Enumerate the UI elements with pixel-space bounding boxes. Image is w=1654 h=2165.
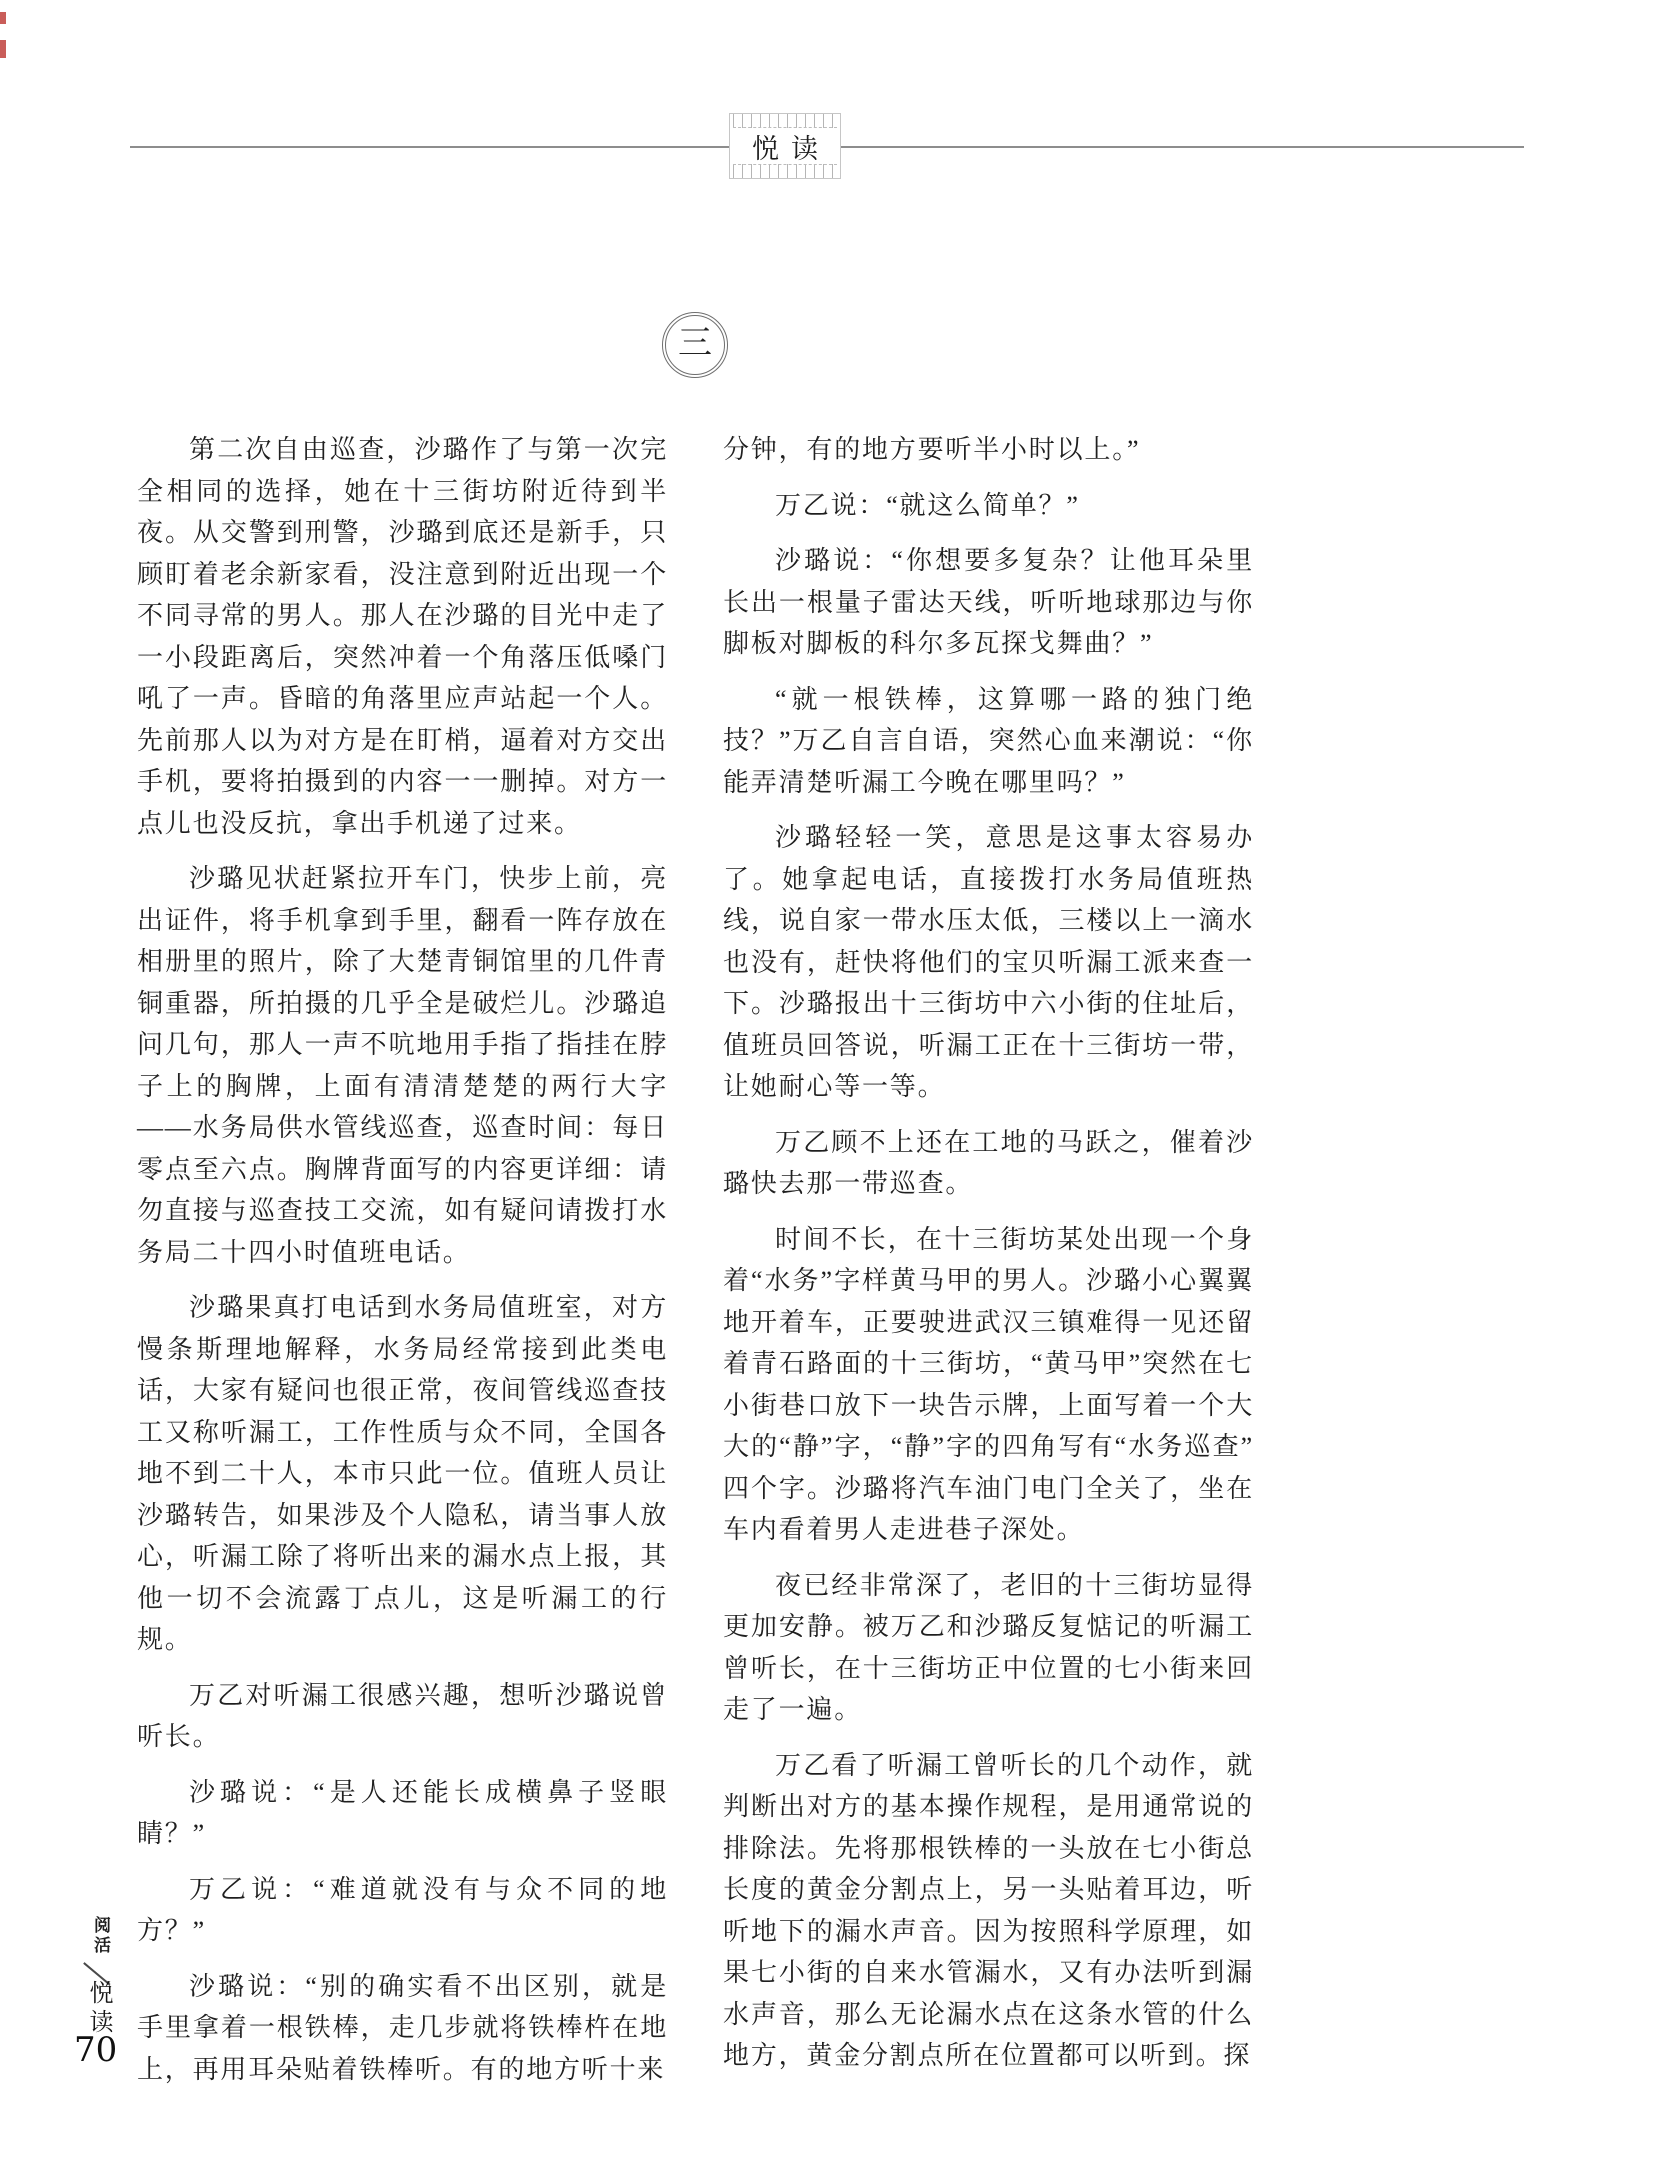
paragraph: 万乙顾不上还在工地的马跃之，催着沙璐快去那一带巡查。	[723, 1127, 1254, 1198]
left-text-column	[137, 429, 668, 2104]
paragraph: 沙璐见状赶紧拉开车门，快步上前，亮出证件，将手机拿到手里，翻看一阵存放在相册里的照片，除了大楚青铜馆里的几件青铜重器，所拍摄的几乎全是破烂儿。沙璐追问几句，那人一声不吭地用手指了指挂在脖子上的胸牌，上面有清清楚楚的两行大字——水务局供水管线巡查，巡查时间：每日零点至六点。胸牌背面写的内容更详细：请勿直接与巡查技工交流，如有疑问请拨打水务局二十四小时值班电话。	[137, 864, 668, 1267]
paragraph: 万乙对听漏工很感兴趣，想听沙璐说曾听长。	[137, 1680, 668, 1751]
page-number: 70	[74, 2030, 118, 2070]
paragraph: 第二次自由巡查，沙璐作了与第一次完全相同的选择，她在十三街坊附近待到半夜。从交警到刑警，沙璐到底还是新手，只顾盯着老余新家看，没注意到附近出现一个不同寻常的男人。那人在沙璐的目光中走了一小段距离后，突然冲着一个角落压低嗓门吼了一声。昏暗的角落里应声站起一个人。先前那人以为对方是在盯梢，逼着对方交出手机，要将拍摄到的内容一一删掉。对方一点儿也没反抗，拿出手机递了过来。	[137, 435, 668, 838]
paragraph: 沙璐说：“你想要多复杂？让他耳朵里长出一根量子雷达天线，听听地球那边与你脚板对脚板的科尔多瓦探戈舞曲？”	[723, 546, 1254, 658]
badge-stripe-ornament	[733, 164, 837, 178]
right-text-column	[723, 429, 1254, 2091]
scan-artifact	[0, 12, 6, 24]
paragraph: 沙璐果真打电话到水务局值班室，对方慢条斯理地解释，水务局经常接到此类电话，大家有疑问也很正常，夜间管线巡查技工又称听漏工，工作性质与众不同，全国各地不到二十人，本市只此一位。值班人员让沙璐转告，如果涉及个人隐私，请当事人放心，听漏工除了将听出来的漏水点上报，其他一切不会流露丁点儿，这是听漏工的行规。	[137, 1293, 668, 1654]
column-tag-large: 悦读	[85, 1980, 111, 2038]
scan-artifact	[0, 40, 6, 58]
paragraph: 沙璐说：“是人还能长成横鼻子竖眼睛？”	[137, 1777, 668, 1848]
paragraph: 时间不长，在十三街坊某处出现一个身着“水务”字样黄马甲的男人。沙璐小心翼翼地开着车，正要驶进武汉三镇难得一见还留着青石路面的十三街坊，“黄马甲”突然在七小街巷口放下一块告示牌，上面写着一个大大的“静”字，“静”字的四角写有“水务巡查”四个字。沙璐将汽车油门电门全关了，坐在车内看着男人走进巷子深处。	[723, 1224, 1254, 1544]
column-tag-small: 阅活	[91, 1916, 110, 1956]
paragraph: 沙璐说：“别的确实看不出区别，就是手里拿着一根铁棒，走几步就将铁棒杵在地上，再用耳朵贴着铁棒听。有的地方听十来	[137, 1971, 668, 2084]
paragraph: 夜已经非常深了，老旧的十三街坊显得更加安静。被万乙和沙璐反复惦记的听漏工曾听长，在十三街坊正中位置的七小街来回走了一遍。	[723, 1570, 1254, 1724]
chapter-number: 三	[678, 325, 712, 362]
chapter-number-circle	[662, 312, 728, 378]
badge-stripe-ornament	[733, 114, 837, 128]
paragraph: 万乙说：“难道就没有与众不同的地方？”	[137, 1874, 668, 1945]
paragraph: 万乙看了听漏工曾听长的几个动作，就判断出对方的基本操作规程，是用通常说的排除法。先将那根铁棒的一头放在七小街总长度的黄金分割点上，另一头贴着耳边，听听地下的漏水声音。因为按照科学原理，如果七小街的自来水管漏水，又有办法听到漏水声音，那么无论漏水点在这条水管的什么地方，黄金分割点所在位置都可以听到。探	[723, 1750, 1254, 2070]
paragraph: “就一根铁棒，这算哪一路的独门绝技？”万乙自言自语，突然心血来潮说：“你能弄清楚听漏工今晚在哪里吗？”	[723, 684, 1254, 797]
badge-label: 悦读	[752, 133, 830, 164]
section-badge	[729, 113, 841, 179]
paragraph: 万乙说：“就这么简单？”	[775, 490, 1080, 520]
paragraph: 沙璐轻轻一笑，意思是这事太容易办了。她拿起电话，直接拨打水务局值班热线，说自家一带水压太低，三楼以上一滴水也没有，赶快将他们的宝贝听漏工派来查一下。沙璐报出十三街坊中六小街的住址后，值班员回答说，听漏工正在十三街坊一带，让她耐心等一等。	[723, 823, 1254, 1101]
paragraph: 分钟，有的地方要听半小时以上。”	[723, 435, 1141, 464]
